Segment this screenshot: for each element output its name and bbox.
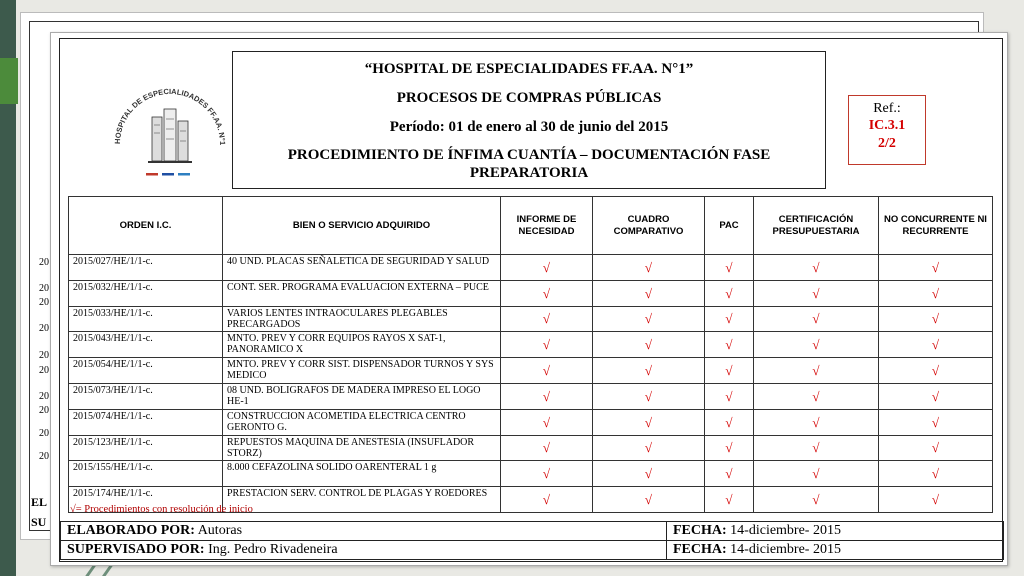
table-row bbox=[69, 358, 993, 384]
back-row-label: 20 bbox=[39, 405, 49, 416]
check-mark-icon: √ bbox=[705, 306, 754, 332]
ref-code: IC.3.1 bbox=[868, 118, 906, 133]
bien-cell: PRESTACION SERV. CONTROL DE PLAGAS Y ROEDORES bbox=[223, 487, 501, 513]
orden-cell: 2015/043/HE/1/1-c. bbox=[69, 332, 223, 358]
check-mark-icon: √ bbox=[754, 435, 879, 461]
ref-page: 2/2 bbox=[878, 136, 896, 151]
col-cuadro: CUADRO COMPARATIVO bbox=[593, 197, 705, 255]
check-mark-icon: √ bbox=[754, 255, 879, 281]
period-title: Período: 01 de enero al 30 de junio del 2015 bbox=[389, 119, 669, 135]
supervisado-value: Ing. Pedro Rivadeneira bbox=[208, 542, 338, 557]
check-mark-icon: √ bbox=[705, 487, 754, 513]
check-mark-icon: √ bbox=[879, 435, 993, 461]
col-no-concurrente: NO CONCURRENTE NI RECURRENTE bbox=[879, 197, 993, 255]
back-row-label: 20 bbox=[39, 365, 49, 376]
check-mark-icon: √ bbox=[879, 358, 993, 384]
footer-row bbox=[61, 522, 1004, 541]
table-row bbox=[69, 461, 993, 487]
table-body bbox=[69, 255, 993, 513]
elaborado-cell bbox=[61, 522, 667, 541]
hospital-logo-icon bbox=[100, 69, 240, 189]
check-mark-icon: √ bbox=[705, 383, 754, 409]
check-mark-icon: √ bbox=[754, 461, 879, 487]
bien-cell: CONSTRUCCION ACOMETIDA ELECTRICA CENTRO GERONTO G. bbox=[223, 409, 501, 435]
check-mark-icon: √ bbox=[501, 332, 593, 358]
orden-cell: 2015/027/HE/1/1-c. bbox=[69, 255, 223, 281]
check-mark-icon: √ bbox=[705, 461, 754, 487]
check-mark-icon: √ bbox=[879, 306, 993, 332]
ref-label: Ref.: bbox=[873, 101, 901, 116]
fecha-cell bbox=[667, 522, 1004, 541]
check-mark-icon: √ bbox=[754, 358, 879, 384]
fecha-label: FECHA: bbox=[673, 542, 727, 557]
orden-cell: 2015/155/HE/1/1-c. bbox=[69, 461, 223, 487]
col-certificacion: CERTIFICACIÓN PRESUPUESTARIA bbox=[754, 197, 879, 255]
orden-cell: 2015/032/HE/1/1-c. bbox=[69, 280, 223, 306]
slide-accent-block bbox=[0, 58, 18, 104]
process-title: PROCESOS DE COMPRAS PÚBLICAS bbox=[396, 90, 662, 106]
check-mark-icon: √ bbox=[593, 306, 705, 332]
check-mark-icon: √ bbox=[879, 409, 993, 435]
back-row-label: 20 bbox=[39, 428, 49, 439]
check-mark-icon: √ bbox=[593, 255, 705, 281]
back-row-label: 20 bbox=[39, 323, 49, 334]
check-mark-icon: √ bbox=[879, 461, 993, 487]
check-mark-icon: √ bbox=[879, 255, 993, 281]
check-mark-icon: √ bbox=[754, 487, 879, 513]
bien-cell: CONT. SER. PROGRAMA EVALUACION EXTERNA – PUCE bbox=[223, 280, 501, 306]
logo-text: HOSPITAL DE ESPECIALIDADES FF.AA. N°1 bbox=[112, 86, 228, 146]
supervisado-label: SUPERVISADO POR: bbox=[67, 542, 205, 557]
orden-cell: 2015/074/HE/1/1-c. bbox=[69, 409, 223, 435]
check-mark-icon: √ bbox=[705, 280, 754, 306]
supervisado-cell bbox=[61, 541, 667, 560]
check-mark-icon: √ bbox=[754, 383, 879, 409]
bien-cell: VARIOS LENTES INTRAOCULARES PLEGABLES PRECARGADOS bbox=[223, 306, 501, 332]
fecha-label: FECHA: bbox=[673, 523, 727, 538]
check-mark-icon: √ bbox=[593, 409, 705, 435]
check-mark-icon: √ bbox=[501, 255, 593, 281]
check-mark-icon: √ bbox=[879, 487, 993, 513]
check-mark-icon: √ bbox=[705, 358, 754, 384]
orden-cell: 2015/033/HE/1/1-c. bbox=[69, 306, 223, 332]
page-frame bbox=[59, 38, 1003, 562]
bien-cell: REPUESTOS MAQUINA DE ANESTESIA (INSUFLADOR STORZ) bbox=[223, 435, 501, 461]
check-mark-icon: √ bbox=[501, 409, 593, 435]
col-bien: BIEN O SERVICIO ADQUIRIDO bbox=[223, 197, 501, 255]
check-mark-icon: √ bbox=[593, 383, 705, 409]
col-pac: PAC bbox=[705, 197, 754, 255]
table-row bbox=[69, 306, 993, 332]
fecha-value: 14-diciembre- 2015 bbox=[730, 523, 841, 538]
check-mark-icon: √ bbox=[593, 487, 705, 513]
check-mark-icon: √ bbox=[754, 332, 879, 358]
check-mark-icon: √ bbox=[754, 409, 879, 435]
back-footer-label: SU bbox=[31, 515, 47, 529]
table-row bbox=[69, 435, 993, 461]
check-mark-icon: √ bbox=[593, 461, 705, 487]
back-row-label: 20 bbox=[39, 283, 49, 294]
back-row-label: 20 bbox=[39, 297, 49, 308]
check-mark-icon: √ bbox=[705, 409, 754, 435]
col-orden: ORDEN I.C. bbox=[69, 197, 223, 255]
check-mark-icon: √ bbox=[501, 487, 593, 513]
hospital-title: “HOSPITAL DE ESPECIALIDADES FF.AA. N°1” bbox=[364, 61, 694, 77]
table-row bbox=[69, 409, 993, 435]
check-mark-icon: √ bbox=[879, 280, 993, 306]
check-mark-icon: √ bbox=[501, 358, 593, 384]
table-row bbox=[69, 332, 993, 358]
check-mark-icon: √ bbox=[705, 332, 754, 358]
back-row-label: 20 bbox=[39, 257, 49, 268]
check-mark-icon: √ bbox=[501, 280, 593, 306]
bien-cell: 8.000 CEFAZOLINA SOLIDO OARENTERAL 1 g bbox=[223, 461, 501, 487]
bien-cell: 08 UND. BOLIGRAFOS DE MADERA IMPRESO EL LOGO HE-1 bbox=[223, 383, 501, 409]
footer-row bbox=[61, 541, 1004, 560]
check-mark-icon: √ bbox=[754, 306, 879, 332]
reference-box bbox=[848, 95, 926, 165]
back-footer-label: EL bbox=[31, 495, 48, 509]
signature-footer bbox=[60, 521, 1004, 560]
bien-cell: 40 UND. PLACAS SEÑALETICA DE SEGURIDAD Y SALUD bbox=[223, 255, 501, 281]
document-title-box bbox=[232, 51, 826, 189]
elaborado-label: ELABORADO POR: bbox=[67, 523, 195, 538]
check-mark-icon: √ bbox=[501, 306, 593, 332]
procurement-table bbox=[68, 196, 993, 513]
table-row bbox=[69, 255, 993, 281]
check-mark-icon: √ bbox=[501, 383, 593, 409]
check-mark-icon: √ bbox=[501, 435, 593, 461]
check-mark-icon: √ bbox=[593, 280, 705, 306]
check-mark-icon: √ bbox=[754, 280, 879, 306]
check-mark-icon: √ bbox=[705, 435, 754, 461]
col-informe: INFORME DE NECESIDAD bbox=[501, 197, 593, 255]
orden-cell: 2015/123/HE/1/1-c. bbox=[69, 435, 223, 461]
table-row bbox=[69, 383, 993, 409]
bien-cell: MNTO. PREV Y CORR SIST. DISPENSADOR TURNOS Y SYS MEDICO bbox=[223, 358, 501, 384]
check-mark-icon: √ bbox=[879, 383, 993, 409]
back-row-label: 20 bbox=[39, 350, 49, 361]
check-mark-icon: √ bbox=[705, 255, 754, 281]
orden-cell: 2015/174/HE/1/1-c. bbox=[69, 487, 223, 513]
check-mark-icon: √ bbox=[879, 332, 993, 358]
check-mark-icon: √ bbox=[593, 332, 705, 358]
elaborado-value: Autoras bbox=[197, 523, 243, 538]
check-mark-icon: √ bbox=[593, 435, 705, 461]
orden-cell: 2015/054/HE/1/1-c. bbox=[69, 358, 223, 384]
table-row bbox=[69, 280, 993, 306]
fecha-value: 14-diciembre- 2015 bbox=[730, 542, 841, 557]
bien-cell: MNTO. PREV Y CORR EQUIPOS RAYOS X SAT-1, PANORAMICO X bbox=[223, 332, 501, 358]
back-row-label: 20 bbox=[39, 391, 49, 402]
orden-cell: 2015/073/HE/1/1-c. bbox=[69, 383, 223, 409]
procedure-title: PROCEDIMIENTO DE ÍNFIMA CUANTÍA – DOCUMENTACIÓN FASE PREPARATORIA bbox=[287, 147, 771, 181]
footnote: √= Procedimientos con resolución de inicio bbox=[70, 504, 253, 515]
fecha-cell bbox=[667, 541, 1004, 560]
table-header-row bbox=[69, 197, 993, 255]
back-row-label: 20 bbox=[39, 451, 49, 462]
document-page bbox=[50, 32, 1008, 566]
check-mark-icon: √ bbox=[501, 461, 593, 487]
check-mark-icon: √ bbox=[593, 358, 705, 384]
